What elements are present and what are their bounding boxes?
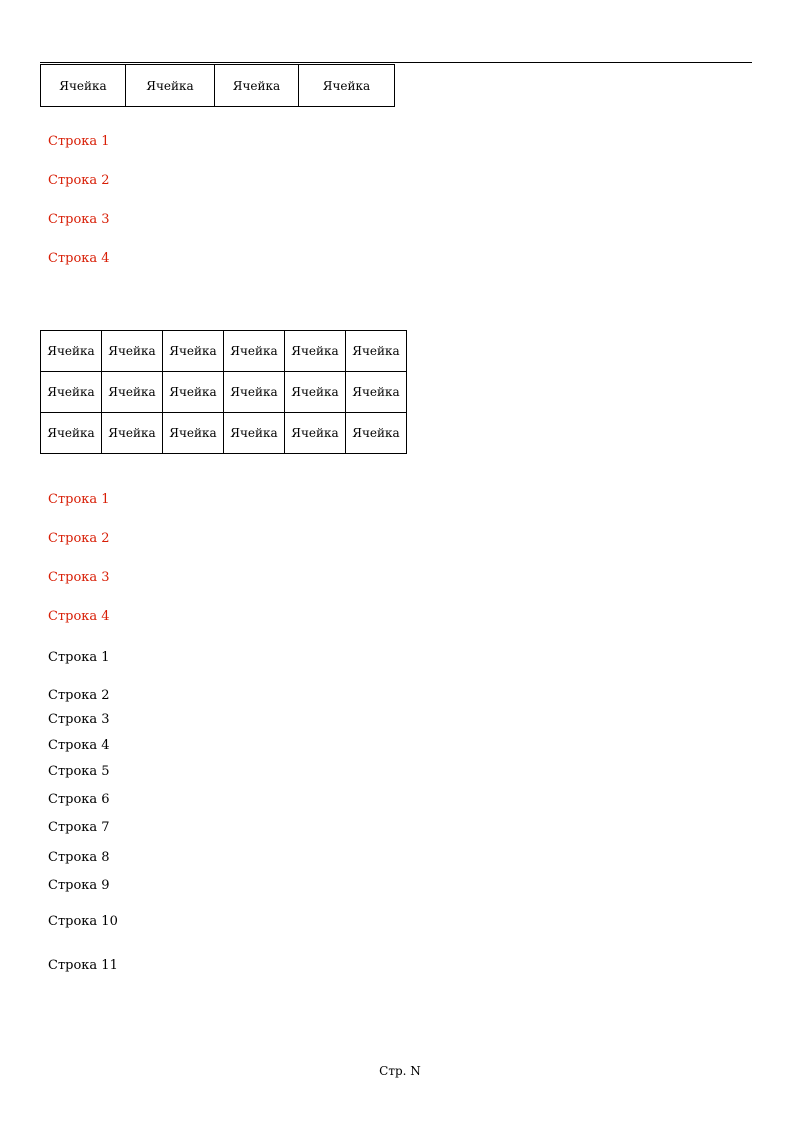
page-number: Стр. N	[379, 1064, 421, 1078]
table-cell: Ячейка	[41, 372, 102, 413]
text-line: Строка 3	[48, 712, 110, 727]
text-line: Строка 5	[48, 764, 110, 779]
text-line: Строка 1	[48, 134, 110, 149]
text-line: Строка 10	[48, 914, 118, 929]
text-line: Строка 4	[48, 609, 110, 624]
table-cell: Ячейка	[163, 372, 224, 413]
table-row	[41, 372, 407, 413]
text-line: Строка 2	[48, 531, 110, 546]
text-line: Строка 3	[48, 570, 110, 585]
table-cell: Ячейка	[102, 413, 163, 454]
top-rule	[40, 62, 752, 63]
table-row	[41, 65, 395, 107]
text-block-2	[48, 480, 760, 636]
table-row	[41, 413, 407, 454]
table-cell: Ячейка	[163, 413, 224, 454]
table-cell: Ячейка	[224, 331, 285, 372]
text-line: Строка 11	[48, 958, 118, 973]
table-cell: Ячейка	[102, 331, 163, 372]
table-top	[40, 64, 395, 107]
table-cell: Ячейка	[346, 331, 407, 372]
text-block-1	[48, 122, 760, 278]
table-mid	[40, 330, 407, 454]
text-line: Строка 1	[48, 492, 110, 507]
table-cell: Ячейка	[285, 413, 346, 454]
table-cell: Ячейка	[224, 413, 285, 454]
table-cell: Ячейка	[102, 372, 163, 413]
text-line: Строка 9	[48, 878, 110, 893]
text-line: Строка 4	[48, 738, 110, 753]
table-cell: Ячейка	[285, 331, 346, 372]
table-cell: Ячейка	[346, 372, 407, 413]
table-cell: Ячейка	[346, 413, 407, 454]
text-line: Строка 3	[48, 212, 110, 227]
table-cell: Ячейка	[224, 372, 285, 413]
text-line: Строка 2	[48, 688, 110, 703]
text-line: Строка 7	[48, 820, 110, 835]
text-line: Строка 6	[48, 792, 110, 807]
table-cell: Ячейка	[163, 331, 224, 372]
text-line: Строка 1	[48, 650, 110, 665]
table-cell: Ячейка	[41, 413, 102, 454]
table-cell: Ячейка	[126, 65, 215, 107]
table-cell: Ячейка	[215, 65, 299, 107]
table-header-row	[41, 331, 407, 372]
table-cell: Ячейка	[41, 65, 126, 107]
table-cell: Ячейка	[41, 331, 102, 372]
text-line: Строка 8	[48, 850, 110, 865]
table-cell: Ячейка	[285, 372, 346, 413]
text-line: Строка 2	[48, 173, 110, 188]
text-line: Строка 4	[48, 251, 110, 266]
table-cell: Ячейка	[299, 65, 395, 107]
